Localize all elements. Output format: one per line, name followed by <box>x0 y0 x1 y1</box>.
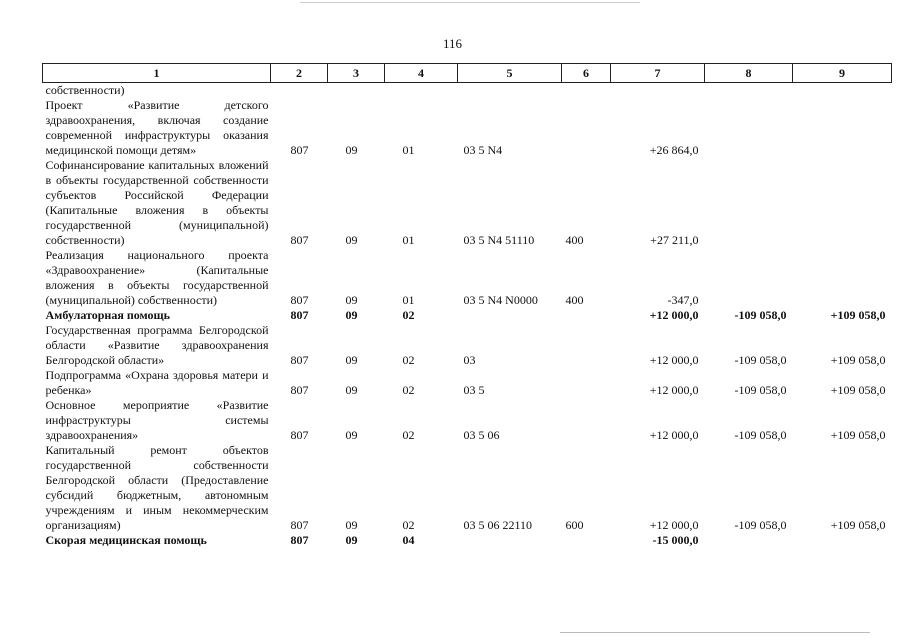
column-header: 7 <box>611 64 705 83</box>
cell-subsection-code: 01 <box>402 233 415 247</box>
row-name: Основное мероприятие «Развитие инфраструктуры системы здравоохранения» <box>45 398 269 442</box>
cell-subsection-code: 01 <box>402 143 415 157</box>
row-name: Реализация национального проекта «Здравоохранение» (Капитальные вложения в объекты государственной (муниципальной) собственности) <box>45 248 269 307</box>
cell-ministry-code: 807 <box>290 143 309 157</box>
row-name: Подпрограмма «Охрана здоровья матери и ребенка» <box>45 368 269 397</box>
cell-target-code: 03 5 N4 <box>463 143 503 157</box>
table-row <box>43 398 892 443</box>
cell-amount-col9: +109 058,0 <box>830 353 886 367</box>
cell-target-code: 03 5 06 <box>463 428 500 442</box>
cell-amount-col8 <box>705 98 793 158</box>
cell-amount-col7: +12 000,0 <box>649 383 699 397</box>
cell-amount-col9: +109 058,0 <box>830 383 886 397</box>
page-number: 116 <box>442 36 463 51</box>
cell-ministry-code: 807 <box>290 383 309 397</box>
cell-subsection-code: 02 <box>402 308 415 322</box>
cell-amount-col7: -347,0 <box>667 293 699 307</box>
cell-section-code <box>328 83 385 99</box>
cell-amount-col8: -109 058,0 <box>734 428 787 442</box>
cell-amount-col9 <box>793 248 892 308</box>
cell-expense-type: 400 <box>565 293 584 307</box>
cell-section-code: 09 <box>345 518 358 532</box>
table-body <box>43 83 892 549</box>
cell-target-code: 03 <box>463 353 476 367</box>
column-header: 4 <box>385 64 458 83</box>
cell-amount-col9: +109 058,0 <box>830 308 886 322</box>
cell-ministry-code: 807 <box>290 428 309 442</box>
scan-edge-line <box>560 632 870 633</box>
cell-expense-type: 600 <box>565 518 584 532</box>
cell-amount-col8 <box>705 83 793 99</box>
cell-ministry-code: 807 <box>290 518 309 532</box>
cell-ministry-code <box>271 83 328 99</box>
scan-edge-line <box>300 2 640 3</box>
cell-target-code: 03 5 N4 N0000 <box>463 293 538 307</box>
cell-amount-col8 <box>705 248 793 308</box>
table-row <box>43 248 892 308</box>
cell-target-code <box>458 83 562 99</box>
cell-section-code: 09 <box>345 143 358 157</box>
table-row <box>43 443 892 533</box>
cell-amount-col8: -109 058,0 <box>734 383 787 397</box>
column-header: 5 <box>458 64 562 83</box>
cell-subsection-code: 04 <box>402 533 415 547</box>
table-row <box>43 368 892 398</box>
cell-amount-col7 <box>611 83 705 99</box>
cell-target-code: 03 5 06 22110 <box>463 518 533 532</box>
cell-amount-col7: +12 000,0 <box>649 353 699 367</box>
cell-expense-type <box>562 323 611 368</box>
column-header: 9 <box>793 64 892 83</box>
column-header: 2 <box>271 64 328 83</box>
cell-expense-type: 400 <box>565 233 584 247</box>
row-name: Амбулаторная помощь <box>45 308 170 322</box>
cell-section-code: 09 <box>345 428 358 442</box>
column-header: 3 <box>328 64 385 83</box>
cell-amount-col7: +12 000,0 <box>649 518 699 532</box>
cell-subsection-code: 02 <box>402 383 415 397</box>
cell-subsection-code: 02 <box>402 353 415 367</box>
cell-subsection-code: 02 <box>402 518 415 532</box>
cell-amount-col9 <box>793 158 892 248</box>
cell-section-code: 09 <box>345 383 358 397</box>
cell-ministry-code: 807 <box>290 533 309 547</box>
cell-amount-col8: -109 058,0 <box>734 308 787 322</box>
cell-ministry-code: 807 <box>290 233 309 247</box>
cell-amount-col9: +109 058,0 <box>830 428 886 442</box>
cell-target-code: 03 5 N4 51110 <box>463 233 535 247</box>
cell-section-code: 09 <box>345 533 358 547</box>
cell-ministry-code: 807 <box>290 308 309 322</box>
cell-amount-col9 <box>793 83 892 99</box>
cell-amount-col8 <box>705 533 793 548</box>
budget-table <box>42 63 892 548</box>
table-row <box>43 533 892 548</box>
cell-target-code <box>458 533 562 548</box>
cell-section-code: 09 <box>345 293 358 307</box>
cell-expense-type <box>562 398 611 443</box>
row-name: Капитальный ремонт объектов государственной собственности Белгородской области (Предоставление субсидий бюджетным, автономным учреждениям и иным некоммерческим организациям) <box>45 443 269 532</box>
cell-amount-col9 <box>793 533 892 548</box>
cell-section-code: 09 <box>345 353 358 367</box>
table-row <box>43 83 892 99</box>
cell-section-code: 09 <box>345 308 358 322</box>
row-name: Государственная программа Белгородской области «Развитие здравоохранения Белгородской области» <box>45 323 269 367</box>
cell-amount-col7: -15 000,0 <box>652 533 699 547</box>
table-row <box>43 98 892 158</box>
cell-ministry-code: 807 <box>290 353 309 367</box>
row-name: Софинансирование капитальных вложений в объекты государственной собственности субъектов Российской Федерации (Капитальные вложения в объекты государственной (муниципальной) собственности) <box>45 158 269 247</box>
cell-expense-type <box>562 83 611 99</box>
cell-amount-col7: +26 864,0 <box>649 143 699 157</box>
cell-expense-type <box>562 533 611 548</box>
cell-section-code: 09 <box>345 233 358 247</box>
column-header: 8 <box>705 64 793 83</box>
cell-amount-col7: +12 000,0 <box>649 308 699 322</box>
row-name: Скорая медицинская помощь <box>45 533 207 547</box>
cell-subsection-code: 01 <box>402 293 415 307</box>
cell-expense-type <box>562 98 611 158</box>
cell-amount-col8: -109 058,0 <box>734 353 787 367</box>
cell-expense-type <box>562 308 611 323</box>
column-header: 1 <box>43 64 271 83</box>
cell-amount-col9 <box>793 98 892 158</box>
cell-amount-col7: +27 211,0 <box>650 233 699 247</box>
cell-target-code: 03 5 <box>463 383 485 397</box>
cell-amount-col9: +109 058,0 <box>830 518 886 532</box>
table-row <box>43 323 892 368</box>
row-name: Проект «Развитие детского здравоохранения, включая создание современной инфраструктуры оказания медицинской помощи детям» <box>45 98 269 157</box>
table-row <box>43 308 892 323</box>
cell-subsection-code: 02 <box>402 428 415 442</box>
cell-ministry-code: 807 <box>290 293 309 307</box>
cell-amount-col7: +12 000,0 <box>649 428 699 442</box>
cell-subsection-code <box>385 83 458 99</box>
cell-expense-type <box>562 368 611 398</box>
column-header: 6 <box>562 64 611 83</box>
row-name: собственности) <box>45 83 125 97</box>
table-row <box>43 158 892 248</box>
table-header <box>43 64 892 83</box>
cell-target-code <box>458 308 562 323</box>
cell-amount-col8: -109 058,0 <box>734 518 787 532</box>
cell-amount-col8 <box>705 158 793 248</box>
